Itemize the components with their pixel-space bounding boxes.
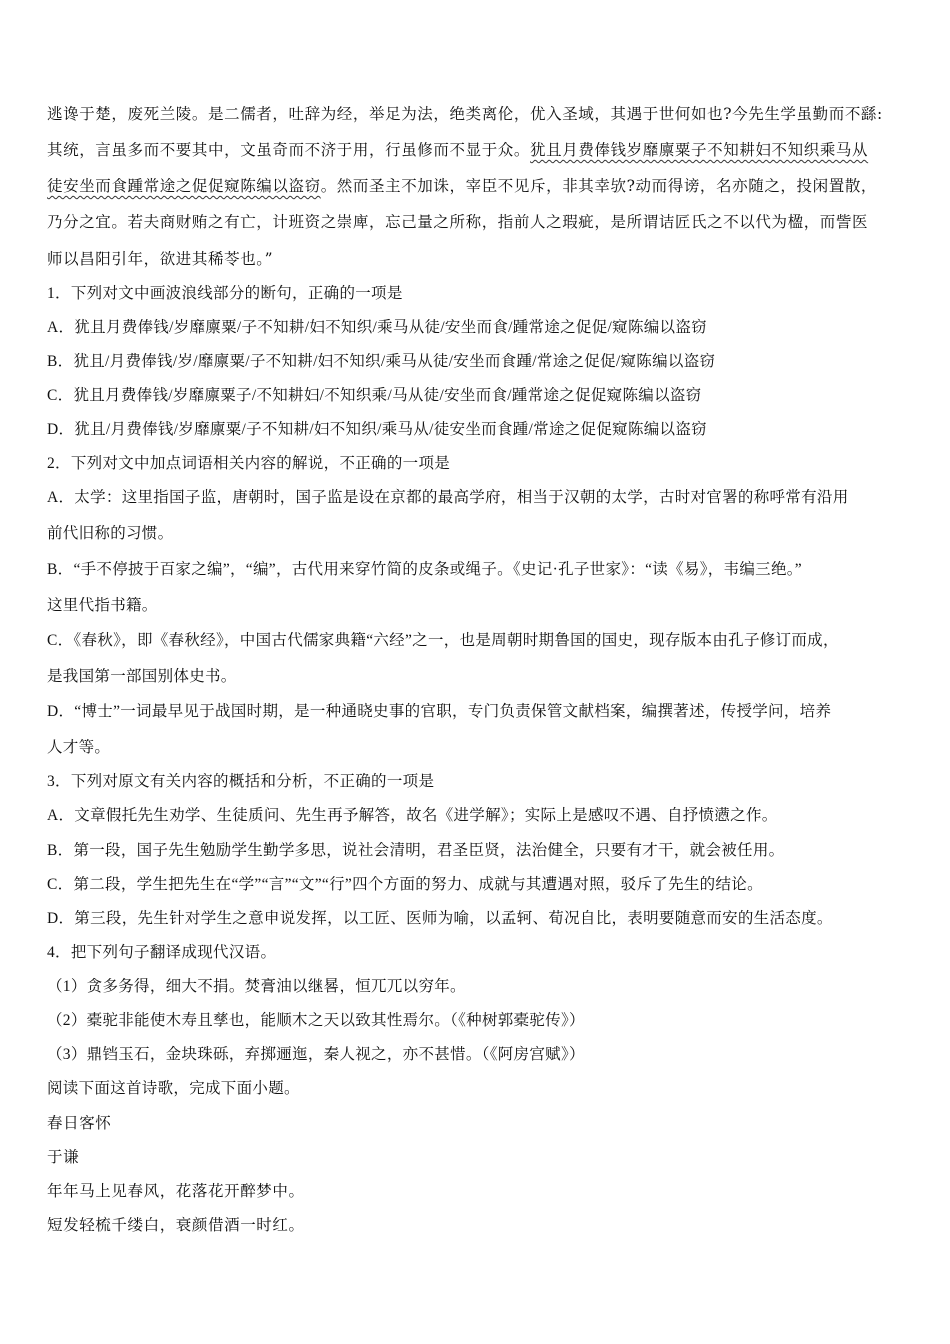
question-2-option-d-cont: 人才等。 <box>47 739 111 756</box>
question-1-option-b: B．犹且/月费俸钱/岁/靡廪粟/子不知耕/妇不知织/乘马从徒/安坐而食踵/常途之促促/窥陈编以盗窃 <box>47 353 716 370</box>
question-4-sentence-1: （1）贪多务得，细大不捐。焚膏油以继晷，恒兀兀以穷年。 <box>47 978 466 995</box>
question-2-option-a-cont: 前代旧称的习惯。 <box>47 525 174 542</box>
question-3-option-a: A．文章假托先生劝学、生徒质问、先生再予解答，故名《进学解》；实际上是感叹不遇、自抒愤懑之作。 <box>47 807 778 824</box>
passage-line-3 <box>47 176 910 196</box>
question-2-option-b-cont: 这里代指书籍。 <box>47 597 158 614</box>
question-2-option-c-cont: 是我国第一部国别体史书。 <box>47 668 237 685</box>
wavy-underlined-text: 徒安坐而食踵常途之促促窥陈编以盗窃 <box>47 177 321 195</box>
question-3-option-d: D．第三段，先生针对学生之意申说发挥，以工匠、医师为喻，以孟轲、荀况自比，表明要随意而安的生活态度。 <box>47 910 833 927</box>
question-4-stem: 4．把下列句子翻译成现代汉语。 <box>47 944 277 961</box>
question-1-stem: 1．下列对文中画波浪线部分的断句，正确的一项是 <box>47 285 403 302</box>
passage-line-2-plain: 其统，言虽多而不要其中，文虽奇而不济于用，行虽修而不显于众。 <box>47 141 531 159</box>
question-1-option-d: D．犹且/月费俸钱/岁靡廪粟/子不知耕/妇不知织/乘马从/徒安坐而食踵/常途之促促窥陈编以盗窃 <box>47 421 707 438</box>
question-4-sentence-2: （2）橐驼非能使木寿且孳也，能顺木之天以致其性焉尔。（《种树郭橐驼传》） <box>47 1012 585 1029</box>
question-3-option-b: B．第一段，国子先生勉励学生勤学多思，说社会清明，君圣臣贤，法治健全，只要有才干，就会被任用。 <box>47 842 785 859</box>
question-2-option-c: C．《春秋》，即《春秋经》，中国古代儒家典籍“六经”之一，也是周朝时期鲁国的国史，现存版本由孔子修订而成， <box>47 632 839 649</box>
question-2-option-a: A．太学：这里指国子监，唐朝时，国子监是设在京都的最高学府，相当于汉朝的太学，古时对官署的称呼常有沿用 <box>47 489 849 506</box>
question-3-stem: 3．下列对原文有关内容的概括和分析，不正确的一项是 <box>47 773 435 790</box>
wavy-underlined-text: 犹且月费俸钱岁靡廪粟子不知耕妇不知织乘马从 <box>530 141 869 159</box>
passage-line-3-plain: 。然而圣主不加诛，宰臣不见斥，非其幸欤?动而得谤，名亦随之，投闲置散， <box>320 177 878 195</box>
poem-intro: 阅读下面这首诗歌，完成下面小题。 <box>47 1080 300 1097</box>
passage-line-1: 逃谗于楚，废死兰陵。是二儒者，吐辞为经，举足为法，绝类离伦，优入圣域，其遇于世何如也?今先生学虽勤而不繇: <box>47 105 883 123</box>
question-2-option-d: D．“博士”一词最早见于战国时期，是一种通晓史事的官职，专门负责保管文献档案，编撰著述，传授学问，培养 <box>47 703 832 720</box>
passage-line-2 <box>47 140 910 160</box>
question-1-option-a: A．犹且月费俸钱/岁靡廪粟/子不知耕/妇不知织/乘马从徒/安坐而食/踵常途之促促/窥陈编以盗窃 <box>47 319 707 336</box>
question-4-sentence-3: （3）鼎铛玉石，金块珠砾，弃掷逦迤，秦人视之，亦不甚惜。（《阿房宫赋》） <box>47 1046 585 1063</box>
poem-line-1: 年年马上见春风，花落花开醉梦中。 <box>47 1182 305 1200</box>
passage-line-5: 师以昌阳引年，欲进其稀苓也。” <box>47 250 274 268</box>
question-3-option-c: C．第二段，学生把先生在“学”“言”“文”“行”四个方面的努力、成就与其遭遇对照，驳斥了先生的结论。 <box>47 876 763 893</box>
question-2-stem: 2．下列对文中加点词语相关内容的解说，不正确的一项是 <box>47 455 451 472</box>
poem-title: 春日客怀 <box>47 1114 112 1132</box>
poem-line-2: 短发轻梳千缕白，衰颜借酒一时红。 <box>47 1216 305 1234</box>
poem-author: 于谦 <box>47 1148 80 1166</box>
question-1-option-c: C．犹且月费俸钱/岁靡廪粟子/不知耕妇/不知织乘/马从徒/安坐而食/踵常途之促促窥陈编以盗窃 <box>47 387 702 404</box>
question-2-option-b: B．“手不停披于百家之编”，“编”，古代用来穿竹简的皮条或绳子。《史记·孔子世家》：“读《易》，韦编三绝。” <box>47 561 802 578</box>
passage-line-4: 乃分之宜。若夫商财贿之有亡，计班资之崇庳，忘己量之所称，指前人之瑕疵，是所谓诘匠氏之不以代为楹，而訾医 <box>47 213 869 231</box>
